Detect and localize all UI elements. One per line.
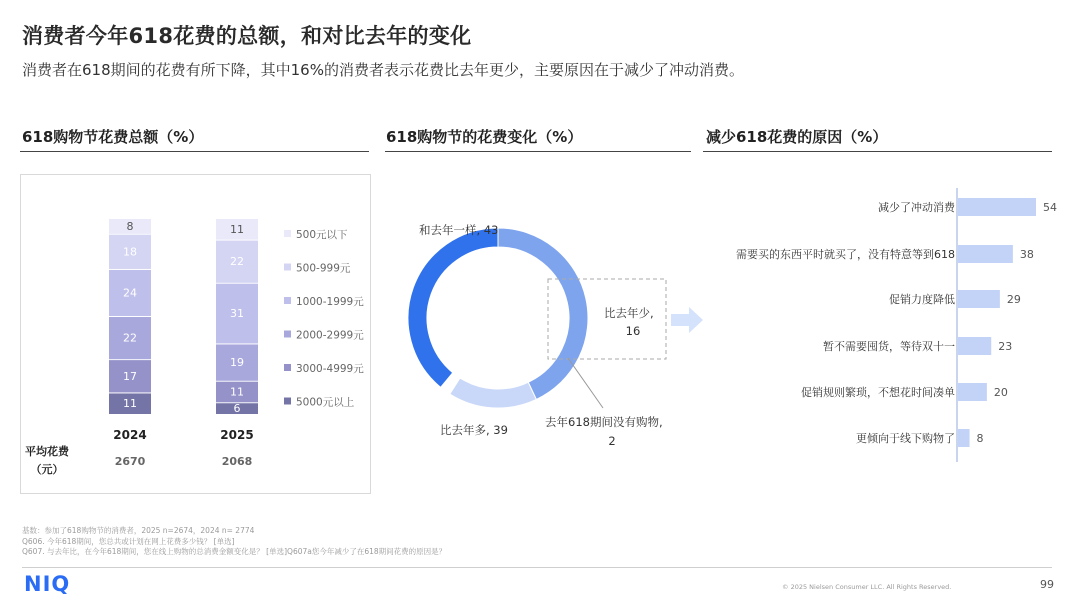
arrow-right-icon (671, 307, 703, 333)
legend-swatch (284, 364, 291, 371)
donut-slice (408, 228, 498, 387)
stack-value-label: 31 (230, 307, 244, 321)
slice-label-more: 比去年多, 39 (440, 423, 508, 437)
page-subtitle: 消费者在618期间的花费有所下降，其中16%的消费者表示花费比去年更少，主要原因在于减少了冲动消费。 (22, 61, 744, 79)
legend-swatch (284, 297, 291, 304)
stack-value-label: 11 (123, 397, 137, 411)
stack-segment-divider (216, 283, 258, 284)
reason-bar (958, 383, 987, 401)
donut-section-title: 618购物节的花费变化（%） (386, 128, 583, 146)
avg-spend-unit: （元） (30, 463, 64, 476)
niq-logo: NIQ (24, 572, 71, 596)
legend-label: 500元以下 (296, 229, 348, 241)
stack-section-rule (20, 151, 369, 152)
stack-segment-divider (109, 359, 151, 360)
stack-category-label: 2024 (113, 428, 147, 442)
slice-value-none: 2 (608, 434, 616, 448)
reason-label: 暂不需要囤货，等待双十一 (823, 340, 955, 353)
stack-segment-divider (216, 218, 258, 219)
stack-value-label: 8 (126, 219, 134, 233)
reason-label: 促销力度降低 (889, 293, 955, 306)
reason-bar (958, 290, 1000, 308)
legend-swatch (284, 331, 291, 338)
stack-segment-divider (109, 392, 151, 393)
reason-bar (958, 245, 1013, 263)
stack-value-label: 11 (230, 222, 244, 236)
legend-swatch (284, 264, 291, 271)
slice-label-none: 去年618期间没有购物, (545, 415, 663, 429)
stack-value-label: 17 (123, 369, 137, 383)
stack-value-label: 6 (233, 402, 241, 416)
avg-spend-value: 2068 (221, 455, 253, 468)
stack-segment-divider (109, 234, 151, 235)
reason-label: 更倾向于线下购物了 (856, 432, 955, 445)
reason-bar (958, 337, 991, 355)
legend-label: 2000-2999元 (296, 329, 364, 342)
stack-value-label: 11 (230, 385, 244, 399)
donut-slice (498, 228, 588, 399)
leader-line (568, 358, 603, 408)
reason-value: 23 (998, 340, 1013, 353)
legend-label: 500-999元 (296, 262, 351, 275)
reason-label: 促销规则繁琐，不想花时间凑单 (801, 386, 955, 399)
reason-bar (958, 198, 1036, 216)
page-number: 99 (1040, 578, 1054, 591)
stack-segment-divider (109, 316, 151, 317)
reasons-bar-chart (703, 180, 1063, 470)
stack-segment-divider (216, 240, 258, 241)
reasons-section-title: 减少618花费的原因（%） (706, 128, 888, 146)
stack-value-label: 22 (230, 255, 244, 269)
stacked-bar-chart (21, 175, 370, 493)
footnote-q606: Q606. 今年618期间，您总共或计划在网上花费多少钱？ [单选] (22, 536, 235, 546)
stack-value-label: 18 (123, 245, 137, 259)
reason-value: 20 (993, 386, 1008, 399)
footnote-q607: Q607. 与去年比，在今年618期间，您在线上购物的总消费金额变化是？ [单选]Q607a您今年减少了在618期间花费的原因是？ (22, 547, 447, 556)
stack-value-label: 24 (123, 286, 137, 300)
stacked-chart-panel (20, 174, 371, 494)
reason-label: 减少了冲动消费 (878, 201, 955, 214)
legend-label: 5000元以上 (296, 396, 355, 409)
donut-chart (385, 160, 705, 460)
footnotes (22, 526, 446, 558)
donut-section-rule (385, 151, 691, 152)
reason-value: 54 (1043, 201, 1057, 214)
donut-slice (450, 378, 537, 408)
legend-swatch (284, 230, 291, 237)
reasons-section-rule (703, 151, 1052, 152)
footer-rule (22, 567, 1052, 568)
stack-value-label: 22 (123, 331, 137, 345)
reason-label: 需要买的东西平时就买了，没有特意等到618 (736, 248, 955, 261)
legend-label: 3000-4999元 (296, 363, 364, 375)
page-title: 消费者今年618花费的总额，和对比去年的变化 (22, 24, 472, 48)
stack-section-title: 618购物节花费总额（%） (22, 128, 204, 146)
slice-label-same: 和去年一样, 43 (419, 223, 499, 237)
copyright: © 2025 Nielsen Consumer LLC. All Rights Reserved. (782, 583, 952, 591)
stack-segment-divider (109, 269, 151, 270)
avg-spend-value: 2670 (114, 455, 146, 468)
stack-segment-divider (216, 343, 258, 344)
slice-value-less: 16 (625, 324, 641, 338)
slice-label-less: 比去年少, (604, 306, 654, 320)
reason-value: 29 (1006, 293, 1021, 306)
reason-value: 8 (976, 432, 984, 445)
legend-swatch (284, 398, 291, 405)
legend-label: 1000-1999元 (296, 296, 364, 308)
stack-segment-divider (216, 381, 258, 382)
footnote-base: 基数：参加了618购物节的消费者，2025 n=2674，2024 n= 2774 (22, 526, 255, 535)
stack-value-label: 19 (230, 356, 244, 370)
reason-value: 38 (1019, 248, 1034, 261)
stack-category-label: 2025 (220, 428, 254, 442)
reason-bar (958, 429, 970, 447)
avg-spend-label: 平均花费 (25, 445, 69, 458)
